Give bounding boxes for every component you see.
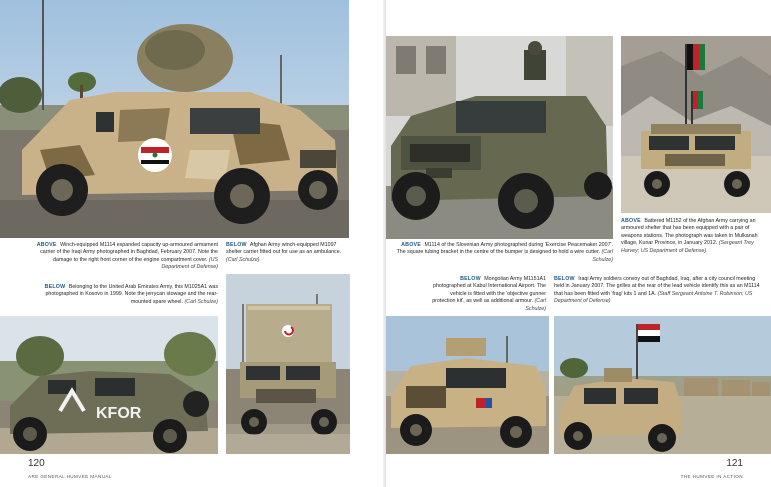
running-title-right: THE HUMVEE IN ACTION (680, 474, 743, 479)
photo-mongolian-m1151a1 (386, 316, 549, 454)
photo-afghan-m1152 (621, 36, 771, 213)
caption-below-uae (30, 284, 218, 306)
photo-afghan-ambulance (226, 274, 350, 454)
slovenian-humvee-image (386, 36, 613, 239)
page-number-left: 120 (28, 458, 45, 469)
kfor-marking: KFOR (96, 405, 142, 422)
caption-credit: (Carl Schulze) (525, 298, 546, 312)
caption-lead: BELOW (226, 242, 247, 248)
photo-slovenian-m1114 (386, 36, 613, 239)
caption-lead: ABOVE (621, 218, 641, 224)
caption-below-afghan-ambulance (226, 242, 350, 264)
caption-text: Belonging to the United Arab Emirates Army, this M1025A1 was photographed in Kosovo in 1999. Note the jerrycan stowage and the rear-mounted spare wheel. (45, 284, 218, 305)
caption-text: Iraqi Army soldiers convoy out of Baghdad, Iraq, after a city council meeting held in January 2007. The grilles at the rear of the lead vehicle identify this as an M1114 that has been fitted with 'frag' kits 1 and 1A. (554, 276, 760, 297)
caption-lead: BELOW (460, 276, 481, 282)
caption-credit: (Carl Schulze) (184, 298, 218, 305)
caption-credit: (Sergeant Trey Harvey; US Department of Defense) (621, 240, 754, 254)
caption-text: Mongolian Army M1151A1 photographed at Kabul International Airport. The vehicle is fitted with the 'objective gunner protection kit', as well as additional armour. (432, 276, 546, 305)
caption-lead: BELOW (554, 276, 575, 282)
ambulance-humvee-image (226, 274, 350, 454)
photo-iraqi-m1114 (0, 0, 349, 238)
caption-above-afghan-m1152 (621, 218, 769, 255)
mongolian-humvee-image (386, 316, 549, 454)
photo-uae-kfor (0, 316, 218, 454)
caption-above-left (30, 242, 218, 272)
caption-credit: (US Department of Defense) (161, 256, 218, 271)
caption-lead: BELOW (44, 284, 66, 290)
photo-iraqi-convoy (554, 316, 771, 454)
running-title-left: ARE GENERAL HUMVEE MANUAL (28, 474, 112, 479)
caption-credit: (Staff Sergeant Antoine T. Robinson; US Department of Defense) (554, 290, 753, 305)
caption-text: Battered M1152 of the Afghan Army carrying an armoured shelter that has been equipped with a pair of weapons stations. The photograph was taken in Mulkanah village, Kunar Province, in January 2012. (621, 218, 758, 247)
caption-text: Afghan Army winch-equipped M1097 shelter carrier fitted out for use as an ambulance. (226, 242, 342, 256)
caption-lead: ABOVE (36, 242, 57, 248)
page-number-right: 121 (726, 458, 743, 469)
caption-below-mongolian (426, 276, 546, 313)
caption-above-slovenian (394, 242, 613, 264)
caption-credit: (Carl Schulze) (226, 256, 260, 263)
caption-lead: ABOVE (401, 242, 421, 248)
iraqi-convoy-image (554, 316, 771, 454)
camouflaged-humvee-image (0, 0, 349, 238)
kfor-humvee-image (0, 316, 218, 454)
right-page (386, 0, 771, 487)
caption-below-iraqi-convoy (554, 276, 766, 306)
caption-credit: (Carl Schulze) (592, 249, 613, 263)
caption-text: Winch-equipped M1114 expanded capacity up-armoured armament carrier of the Iraqi Army photographed in Baghdad, February 2007. Note the damage to the right front corner of the engine compartment cover. (40, 242, 218, 263)
afghan-m1152-image (621, 36, 771, 213)
caption-text: M1114 of the Slovenian Army photographed during 'Exercise Peacemaker 2007'. The square tubing bracket in the centre of the bumper is designed to hold a wire cutter. (396, 242, 613, 256)
